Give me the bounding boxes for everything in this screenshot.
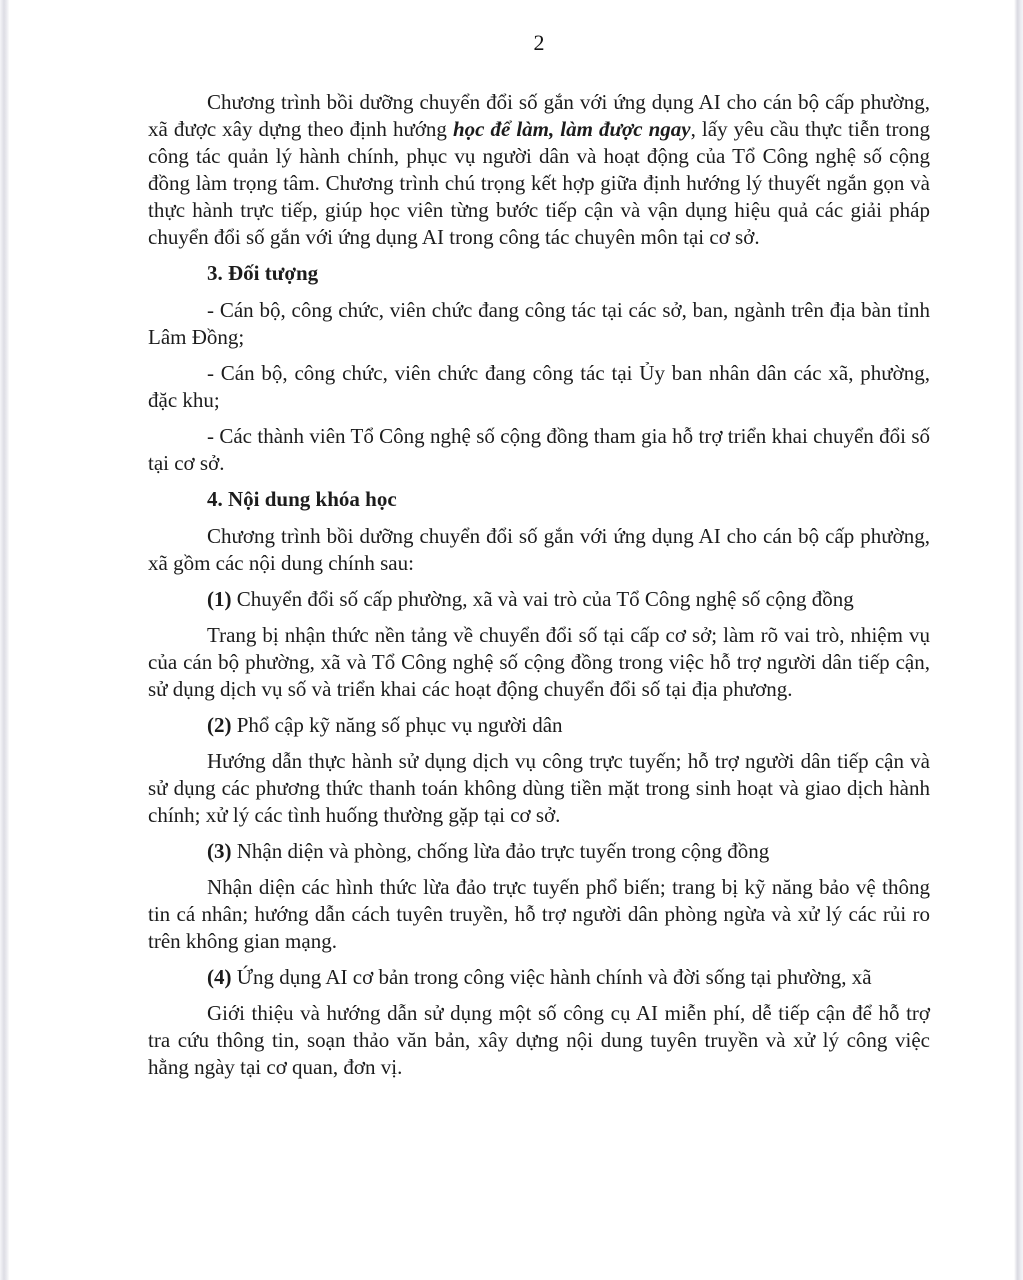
intro-text-pre: Chương trình bồi dưỡng chuyển đổi số gắn với ứng dụng AI cho cán bộ cấp phường, xã được xây dựng theo định hướng <box>148 90 930 141</box>
intro-text-emphasis: học để làm, làm được ngay <box>452 117 691 141</box>
topic-4-description: Giới thiệu và hướng dẫn sử dụng một số công cụ AI miễn phí, dễ tiếp cận để hỗ trợ tra cứu thông tin, soạn thảo văn bản, xây dựng nội dung tuyên truyền và xử lý công việc hằng ngày tại cơ quan, đơn vị. <box>148 1001 930 1079</box>
topic-4-title <box>148 964 930 991</box>
section3-item-2: - Cán bộ, công chức, viên chức đang công tác tại Ủy ban nhân dân các xã, phường, đặc khu; <box>148 361 930 412</box>
topic-1-marker: (1) <box>207 587 232 611</box>
page-right-edge <box>1014 0 1023 1280</box>
topic-1-title-text: Chuyển đổi số cấp phường, xã và vai trò của Tổ Công nghệ số cộng đồng <box>231 587 854 611</box>
topic-2-description: Hướng dẫn thực hành sử dụng dịch vụ công trực tuyến; hỗ trợ người dân tiếp cận và sử dụng các phương thức thanh toán không dùng tiền mặt trong sinh hoạt và giao dịch hành chính; xử lý các tình huống thường gặp tại cơ sở. <box>148 749 930 827</box>
section3-item-3: - Các thành viên Tổ Công nghệ số cộng đồng tham gia hỗ trợ triển khai chuyển đổi số tại cơ sở. <box>148 424 930 475</box>
topic-1-description: Trang bị nhận thức nền tảng về chuyển đổi số tại cấp cơ sở; làm rõ vai trò, nhiệm vụ của cán bộ phường, xã và Tổ Công nghệ số cộng đồng trong việc hỗ trợ người dân tiếp cận, sử dụng dịch vụ số và triển khai các hoạt động chuyển đổi số tại địa phương. <box>148 623 930 701</box>
topic-3-title <box>148 838 930 865</box>
page-left-edge <box>0 0 9 1280</box>
page-content <box>148 0 930 1090</box>
topic-2-marker: (2) <box>207 713 232 737</box>
topic-2-title <box>148 712 930 739</box>
intro-text-post: , lấy yêu cầu thực tiễn trong công tác quản lý hành chính, phục vụ người dân và hoạt động của Tổ Công nghệ số cộng đồng làm trọng tâm. Chương trình chú trọng kết hợp giữa định hướng lý thuyết ngắn gọn và thực hành trực tiếp, giúp học viên từng bước tiếp cận và vận dụng hiệu quả các giải pháp chuyển đổi số gắn với ứng dụng AI trong công tác chuyên môn tại cơ sở. <box>148 117 930 249</box>
topic-3-marker: (3) <box>207 839 232 863</box>
topic-4-marker: (4) <box>207 965 232 989</box>
topic-4-title-text: Ứng dụng AI cơ bản trong công việc hành chính và đời sống tại phường, xã <box>231 965 872 989</box>
topic-3-title-text: Nhận diện và phòng, chống lừa đảo trực tuyến trong cộng đồng <box>231 839 770 863</box>
section3-heading: 3. Đối tượng <box>207 261 319 285</box>
section4-heading: 4. Nội dung khóa học <box>207 487 397 511</box>
intro-paragraph <box>148 89 930 251</box>
page-number: 2 <box>533 30 545 55</box>
topic-1-title <box>148 586 930 613</box>
topic-2-title-text: Phổ cập kỹ năng số phục vụ người dân <box>231 713 563 737</box>
topic-3-description: Nhận diện các hình thức lừa đảo trực tuyến phổ biến; trang bị kỹ năng bảo vệ thông tin cá nhân; hướng dẫn cách tuyên truyền, hỗ trợ người dân phòng ngừa và xử lý các rủi ro trên không gian mạng. <box>148 875 930 953</box>
section4-lead: Chương trình bồi dưỡng chuyển đổi số gắn với ứng dụng AI cho cán bộ cấp phường, xã gồm các nội dung chính sau: <box>148 524 930 575</box>
section3-item-1: - Cán bộ, công chức, viên chức đang công tác tại các sở, ban, ngành trên địa bàn tỉnh Lâm Đồng; <box>148 298 930 349</box>
